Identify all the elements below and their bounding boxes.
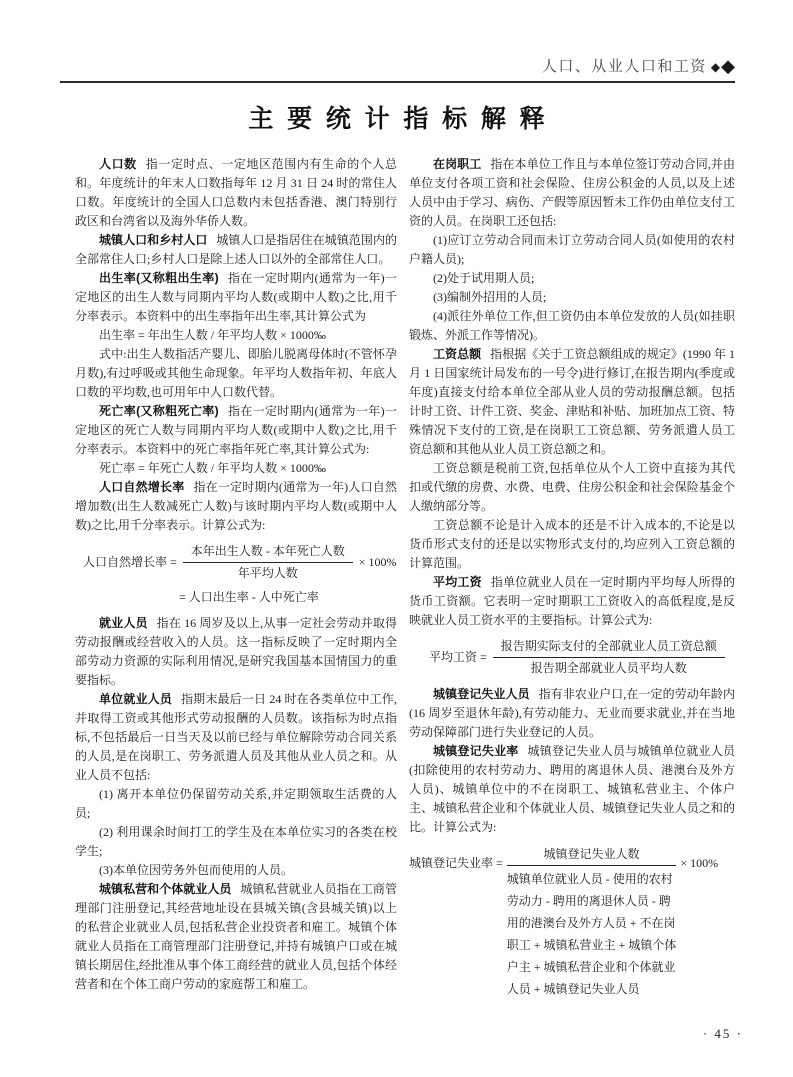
- formula-second-line: = 人口出生率 - 人中死亡率: [179, 590, 319, 604]
- para-natural-growth-rate: [75, 478, 397, 535]
- fraction-denominator: 报告期全部就业人员平均人数: [493, 657, 725, 678]
- denominator-line: 劳动力 - 聘用的离退休人员 - 聘: [506, 894, 671, 908]
- list-item-3: (3)编制外招用的人员;: [433, 290, 547, 304]
- paragraph-text: 指在本单位工作且与本单位签订劳动合同,并由单位支付各项工资和社会保险、住房公积金的人员,以及上述人员中由于学习、病伤、产假等原因暂未工作仍由单位支付工资的人员。在岗职工还包括:: [409, 157, 735, 228]
- fraction-numerator: 报告期实际支付的全部就业人员工资总额: [500, 639, 717, 653]
- term-label: 单位就业人员: [99, 692, 172, 706]
- fraction-denominator: [507, 865, 677, 1000]
- fraction: [183, 542, 353, 583]
- formula-unemployment-rate: [409, 844, 735, 1000]
- para-death-rate: [75, 402, 397, 459]
- header-section-row: [60, 56, 735, 77]
- list-item-4: (4)派往外单位工作,但工资仍由本单位发放的人员(如挂职锻炼、外派工作等情况)。: [409, 309, 735, 342]
- denominator-line: 城镇单位就业人员 - 使用的农村: [506, 872, 673, 886]
- right-column: [409, 155, 735, 1007]
- formula-birth-rate: 出生率 = 年出生人数 / 年平均人数 × 1000‰: [99, 328, 326, 342]
- fraction: [493, 637, 725, 678]
- list-item-2: (2) 利用课余时间打工的学生及在本单位实习的各类在校学生;: [75, 825, 397, 858]
- para-birth-rate: [75, 269, 397, 326]
- paragraph-text: 工资总额不论是计入成本的还是不计入成本的,不论是以货币形式支付的还是以实物形式支付的,均应列入工资总额的计算范围。: [409, 518, 735, 570]
- para-population-count: [75, 155, 397, 231]
- diamond-icon-large: ◆: [721, 56, 735, 76]
- paragraph-text: 指在一定时期内(通常为一年)一定地区的出生人数与同期内平均人数(或期中人数)之比,用千分率表示。本资料中的出生率指年出生率,其计算公式为: [75, 271, 397, 323]
- term-label: 城镇登记失业率: [433, 744, 519, 758]
- list-item-1: (1) 离开本单位仍保留劳动关系,并定期领取生活费的人员;: [75, 787, 397, 820]
- formula-multiplier: × 100%: [358, 555, 397, 569]
- list-item-1: (1)应订立劳动合同而未订立劳动合同人员(如使用的农村户籍人员);: [409, 233, 735, 266]
- paragraph-text: 指有非农业户口,在一定的劳动年龄内(16 周岁至退休年龄),有劳动能力、无业而要求就业,并在当地劳动保障部门进行失业登记的人员。: [409, 687, 735, 739]
- denominator-line: 人员 + 城镇登记失业人员: [506, 982, 640, 996]
- term-label: 死亡率(又称粗死亡率): [99, 404, 219, 418]
- para-on-duty-staff: [409, 155, 735, 231]
- denominator-line: 职工 + 城镇私营业主 + 城镇个体: [506, 938, 677, 952]
- fraction: [507, 844, 677, 1000]
- term-label: 工资总额: [433, 347, 482, 361]
- paragraph-text: 式中:出生人数指活产婴儿、即胎儿脱离母体时(不管怀孕月数),有过呼吸或其他生命现象。年平均人数指年初、年底人口数的平均数,也可用年中人口数代替。: [75, 347, 397, 399]
- paragraph-text: 指在一定时期内(通常为一年)一定地区的死亡人数与同期内平均人数(或期中人数)之比,用千分率表示。本资料中的死亡率指年死亡率,其计算公式为:: [75, 404, 397, 456]
- fraction-denominator: 年平均人数: [183, 562, 353, 583]
- para-average-wage: [409, 573, 735, 630]
- para-registered-unemployed: [409, 685, 735, 742]
- paragraph-text: 城镇登记失业人员与城镇单位就业人员(扣除使用的农村劳动力、聘用的离退休人员、港澳台及外方人员)、城镇单位中的不在岗职工、城镇私营业主、个体户主、城镇私营企业和个体就业人员、城镇登记失业人员之和的比。计算公式为:: [409, 744, 735, 834]
- formula-row: [409, 844, 735, 1000]
- page-header: [60, 56, 735, 83]
- paragraph-text: 指根据《关于工资总额组成的规定》(1990 年 1 月 1 日国家统计局发布的一号令)进行修订,在报告期内(季度或年度)直接支付给本单位全部从业人员的劳动报酬总额。包括计时工资、计件工资、奖金、津贴和补贴、加班加点工资、特殊情况下支付的工资,是在岗职工工资总额、劳务派遣人员工资总额和其他从业人员工资总额之和。: [409, 347, 735, 456]
- formula-lhs: 城镇登记失业率 =: [409, 856, 503, 870]
- formula-lhs: 平均工资 =: [429, 650, 487, 664]
- para-unit-employed-persons: [75, 690, 397, 785]
- fraction-numerator: 本年出生人数 - 本年死亡人数: [190, 544, 345, 558]
- para-total-wages-scope: [409, 516, 735, 573]
- paragraph-text: 指在一定时期内(通常为一年)人口自然增加数(出生人数减死亡人数)与该时期内平均人数(或期中人数)之比,用千分率表示。计算公式为:: [75, 480, 397, 532]
- paragraph-text: 指单位就业人员在一定时期内平均每人所得的货币工资额。它表明一定时期职工工资收入的高低程度,是反映就业人员工资水平的主要指标。计算公式为:: [409, 575, 735, 627]
- para-registered-unemployment-rate: [409, 742, 735, 837]
- para-birth-rate-note: [75, 345, 397, 402]
- denominator-line: 户主 + 城镇私营企业和个体就业: [506, 960, 676, 974]
- formula-row: [429, 637, 735, 678]
- list-item-3: (3)本单位因劳务外包而使用的人员。: [99, 863, 293, 877]
- term-label: 在岗职工: [433, 157, 482, 171]
- term-label: 人口自然增长率: [99, 480, 185, 494]
- fraction-numerator: 城镇登记失业人数: [543, 847, 640, 861]
- formula-average-wage: [409, 637, 735, 678]
- page-number: · 45 ·: [702, 1026, 743, 1041]
- paragraph-text: 指期末最后一日 24 时在各类单位中工作,并取得工资或其他形式劳动报酬的人员数。该指标为时点指标,不包括最后一日当天及以前已经与单位解除劳动合同关系的人员,是在岗职工、劳务派遣人员及其他从业人员之和。从业人员不包括:: [75, 692, 397, 782]
- paragraph-text: 工资总额是税前工资,包括单位从个人工资中直接为其代扣或代缴的房费、水费、电费、住房公积金和社会保险基金个人缴纳部分等。: [409, 461, 735, 513]
- header-section-label: 人口、从业人口和工资: [541, 58, 707, 75]
- left-column: [75, 155, 397, 1007]
- paragraph-text: 城镇私营就业人员指在工商管理部门注册登记,其经营地址设在县城关镇(含县城关镇)以上的私营企业就业人员,包括私营企业投资者和雇工。城镇个体就业人员指在工商管理部门注册登记,并持有城镇户口或在城镇长期居住,经批准从事个体工商经营的就业人员,包括个体经营者和在个体工商户劳动的家庭帮工和雇工。: [75, 882, 397, 991]
- term-label: 出生率(又称粗出生率): [99, 271, 219, 285]
- term-label: 城镇登记失业人员: [433, 687, 530, 701]
- para-total-wages: [409, 345, 735, 459]
- term-label: 城镇私营和个体就业人员: [99, 882, 232, 896]
- term-label: 平均工资: [433, 575, 482, 589]
- formula-lhs: 人口自然增长率 =: [83, 555, 177, 569]
- term-label: 城镇人口和乡村人口: [99, 233, 208, 247]
- two-column-body: [75, 155, 735, 1007]
- para-employed-persons: [75, 614, 397, 690]
- paragraph-text: 指一定时点、一定地区范围内有生命的个人总和。年度统计的年末人口数指每年 12 月 31 日 24 时的常住人口数。年度统计的全国人口总数内未包括香港、澳门特别行政区和台湾省以及海外华侨人数。: [75, 157, 397, 228]
- page-title: 主要统计指标解释: [248, 106, 559, 133]
- formula-multiplier: × 100%: [680, 856, 719, 870]
- paragraph-text: 指在 16 周岁及以上,从事一定社会劳动并取得劳动报酬或经营收入的人员。这一指标反映了一定时期内全部劳动力资源的实际利用情况,是研究我国基本国情国力的重要指标。: [75, 616, 397, 687]
- formula-death-rate: 死亡率 = 年死亡人数 / 年平均人数 × 1000‰: [99, 461, 326, 475]
- para-total-wages-pretax: [409, 459, 735, 516]
- header-rule: [60, 81, 735, 83]
- diamond-icon-small: ◆: [710, 60, 721, 74]
- denominator-line: 用的港澳台及外方人员 + 不在岗: [506, 916, 676, 930]
- para-urban-rural-population: [75, 231, 397, 269]
- term-label: 就业人员: [99, 616, 148, 630]
- list-item-2: (2)处于试用期人员;: [433, 271, 535, 285]
- term-label: 人口数: [99, 157, 137, 171]
- formula-natural-growth-rate: [83, 542, 397, 607]
- paragraph-text: 城镇人口是指居住在城镇范围内的全部常住人口;乡村人口是除上述人口以外的全部常住人口。: [75, 233, 397, 266]
- formula-row: [83, 542, 397, 583]
- para-private-individual-employment: [75, 880, 397, 994]
